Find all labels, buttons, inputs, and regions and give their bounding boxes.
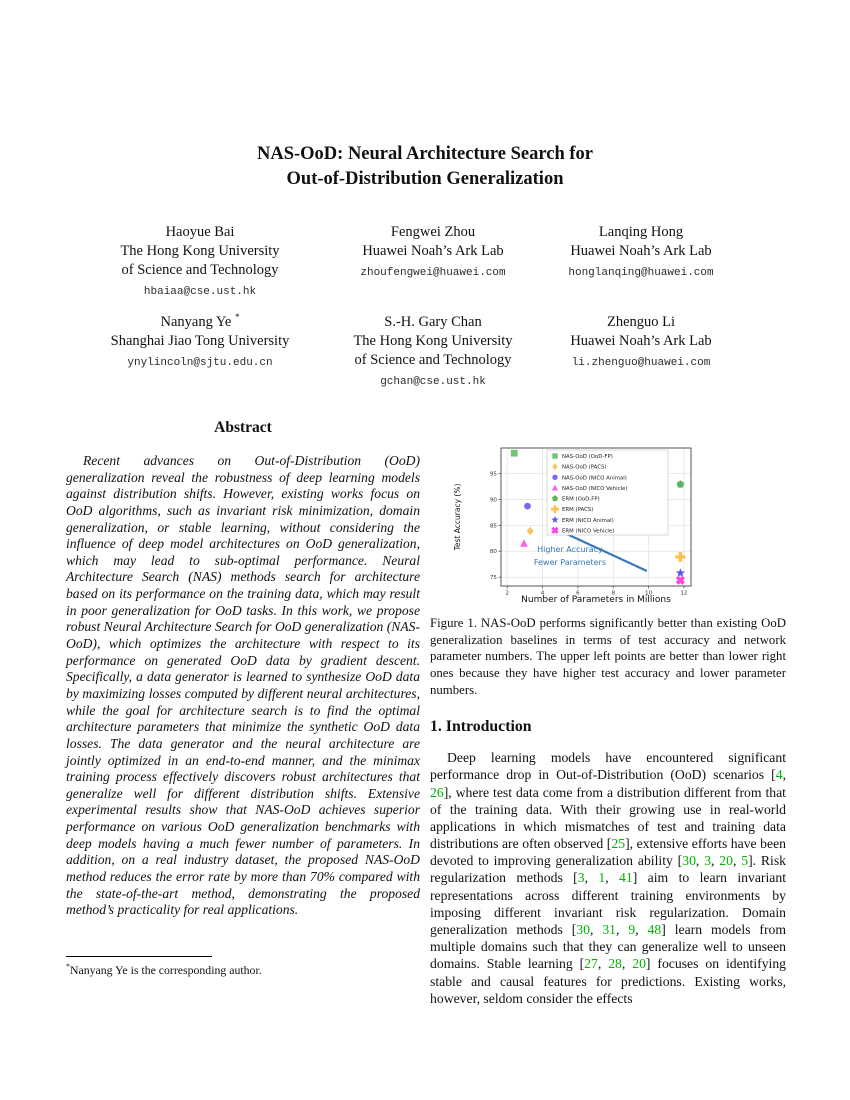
paper-title-line2: Out-of-Distribution Generalization <box>286 168 564 189</box>
citation-link[interactable]: 30 <box>576 922 590 937</box>
paper-title-line1: NAS-OoD: Neural Architecture Search for <box>256 144 594 164</box>
citation-link[interactable]: 28 <box>608 956 622 972</box>
svg-text:ERM (OoD-FP): ERM (OoD-FP) <box>562 496 600 503</box>
chart-svg <box>450 430 700 605</box>
author-email: li.zhenguo@huawei.com <box>571 356 711 369</box>
author-name: Haoyue Bai <box>165 223 235 240</box>
svg-text:NAS-OoD (OoD-FP): NAS-OoD (OoD-FP) <box>562 454 613 460</box>
footnote <box>66 956 420 978</box>
citation-link[interactable]: 48 <box>647 922 662 937</box>
footnote-text: *Nanyang Ye is the corresponding author. <box>66 962 262 977</box>
citation-link[interactable]: 4 <box>775 767 783 783</box>
citation-link[interactable]: 31 <box>602 922 617 937</box>
author-email: gchan@cse.ust.hk <box>380 375 486 388</box>
citation-link[interactable]: 25 <box>611 836 626 852</box>
author-block <box>512 222 770 280</box>
chart-ylabel: Test Accuracy (%) <box>453 483 462 551</box>
figure-1-caption: Figure 1. NAS-OoD performs significantly better than existing OoD generalization baselines in terms of test accuracy and network parameter numbers. The upper left points are better than lower right ones because they have higher test accuracy and lower parameter numbers. <box>430 616 786 697</box>
svg-text:85: 85 <box>489 523 497 530</box>
abstract-text: Recent advances on Out-of-Distribution (OoD) generalization reveal the robustness of deep learning models against distribution shifts. However, existing works focus on OoD algorithms, such as invariant risk minimization, domain generalization, or stable learning, without considering the influence of deep model architectures on OoD generalization, which may lead to sub-optimal performance. Neural Architecture Search (NAS) methods search for architecture based on its performance on the training data, which may result in poor generalization for OoD tasks. In this work, we propose robust Neural Architecture Search for OoD generalization (NAS-OoD), which optimizes the architecture with respect to its performance on generated OoD data by gradient descent. Specifically, a data generator is learned to synthesize OoD data by maximizing losses computed by different neural architectures, while the goal for architecture search is to find the optimal architecture parameters that minimize the synthetic OoD data losses. The data generator and the neural architecture are jointly optimized in an end-to-end manner, and the minimax training process effectively discovers robust architectures that generalize well for different distribution shifts. Extensive experimental results show that NAS-OoD achieves superior performance on various OoD generalization benchmarks with deep models having a much fewer number of parameters. In addition, on a real industry dataset, the proposed NAS-OoD method reduces the error rate by more than 70% compared with the state-of-the-art method, demonstrating the proposed method’s practicality for real applications. <box>66 453 420 918</box>
citation-link[interactable]: 3 <box>577 870 585 886</box>
svg-text:6: 6 <box>576 590 580 597</box>
author-affiliation: The Hong Kong University <box>353 332 513 349</box>
author-email: hbaiaa@cse.ust.hk <box>143 285 257 298</box>
citation-link[interactable]: 5 <box>741 853 749 869</box>
introduction-paragraph: Deep learning models have encountered significant performance drop in Out-of-Distribution (OoD) scenarios [4, 26], where test data come from a distribution different from that of the training data. With their growing use in real-world applications in which mismatches of test and training data distributions are often observed [25], extensive efforts have been devoted to improving generalization ability [30, 3, 20, 5]. Risk regularization methods [3, 1, 41] aim to learn invariant representations across different training environments by imposing different invariant risk regularization. Domain generalization methods [30, 31, 9, 48] learn models from multiple domains such that they can generalize well to unseen domains. Stable learning [27, 28, 20] focuses on identifying stable and causal features for predictions. Existing works, however, seldom consider the effects <box>430 750 787 1006</box>
citation-link[interactable]: 26 <box>430 784 444 800</box>
svg-text:8: 8 <box>611 590 616 597</box>
chart-legend <box>547 450 668 536</box>
author-affiliation: Huawei Noah’s Ark Lab <box>362 242 504 259</box>
citation-link[interactable]: 27 <box>584 956 598 972</box>
chart-xlabel: Number of Parameters in Millions <box>521 595 671 605</box>
svg-text:Higher Accuracy: Higher Accuracy <box>537 544 603 554</box>
svg-text:Fewer Parameters: Fewer Parameters <box>533 558 607 568</box>
paper-title <box>0 142 850 192</box>
svg-text:10: 10 <box>645 590 653 597</box>
svg-text:75: 75 <box>489 575 497 582</box>
author-affiliation: Huawei Noah’s Ark Lab <box>570 332 712 349</box>
svg-text:80: 80 <box>489 549 497 556</box>
svg-text:2: 2 <box>505 590 509 597</box>
citation-link[interactable]: 20 <box>632 956 646 972</box>
abstract-heading: Abstract <box>214 419 272 436</box>
right-column <box>430 430 786 1007</box>
author-email: zhoufengwei@huawei.com <box>360 266 506 279</box>
svg-text:ERM (PACS): ERM (PACS) <box>562 507 594 514</box>
author-name: Nanyang Ye * <box>160 312 240 330</box>
svg-text:NAS-OoD (NICO Vehicle): NAS-OoD (NICO Vehicle) <box>562 485 628 492</box>
figure-1-scatter-plot <box>450 430 700 605</box>
author-block <box>512 312 770 370</box>
author-name: Lanqing Hong <box>598 223 684 240</box>
svg-text:NAS-OoD (NICO Animal): NAS-OoD (NICO Animal) <box>562 475 627 482</box>
citation-link[interactable]: 41 <box>619 870 633 886</box>
citation-link[interactable]: 1 <box>598 870 606 886</box>
author-affiliation: Huawei Noah’s Ark Lab <box>570 242 712 259</box>
author-affiliation: of Science and Technology <box>121 261 279 278</box>
section-heading-introduction: 1. Introduction <box>430 718 532 736</box>
author-name: Fengwei Zhou <box>390 223 476 240</box>
citation-link[interactable]: 20 <box>719 853 733 869</box>
svg-text:ERM (NICO Vehicle): ERM (NICO Vehicle) <box>562 528 615 535</box>
svg-text:95: 95 <box>489 471 497 478</box>
svg-text:NAS-OoD (PACS): NAS-OoD (PACS) <box>562 464 607 471</box>
author-email: honglanqing@huawei.com <box>568 266 714 279</box>
svg-text:90: 90 <box>489 497 497 504</box>
svg-text:ERM (NICO Animal): ERM (NICO Animal) <box>562 517 614 524</box>
author-name: S.-H. Gary Chan <box>384 313 482 330</box>
svg-text:12: 12 <box>680 590 688 597</box>
author-affiliation: of Science and Technology <box>354 351 512 368</box>
author-name: Zhenguo Li <box>606 313 676 330</box>
left-column <box>66 419 420 919</box>
citation-link[interactable]: 30 <box>682 853 696 869</box>
author-affiliation: Shanghai Jiao Tong University <box>110 332 290 349</box>
svg-text:4: 4 <box>540 590 545 597</box>
author-email: ynylincoln@sjtu.edu.cn <box>127 356 273 369</box>
footnote-rule <box>66 956 212 957</box>
citation-link[interactable]: 3 <box>704 853 712 869</box>
author-affiliation: The Hong Kong University <box>120 242 280 259</box>
citation-link[interactable]: 9 <box>628 922 636 937</box>
